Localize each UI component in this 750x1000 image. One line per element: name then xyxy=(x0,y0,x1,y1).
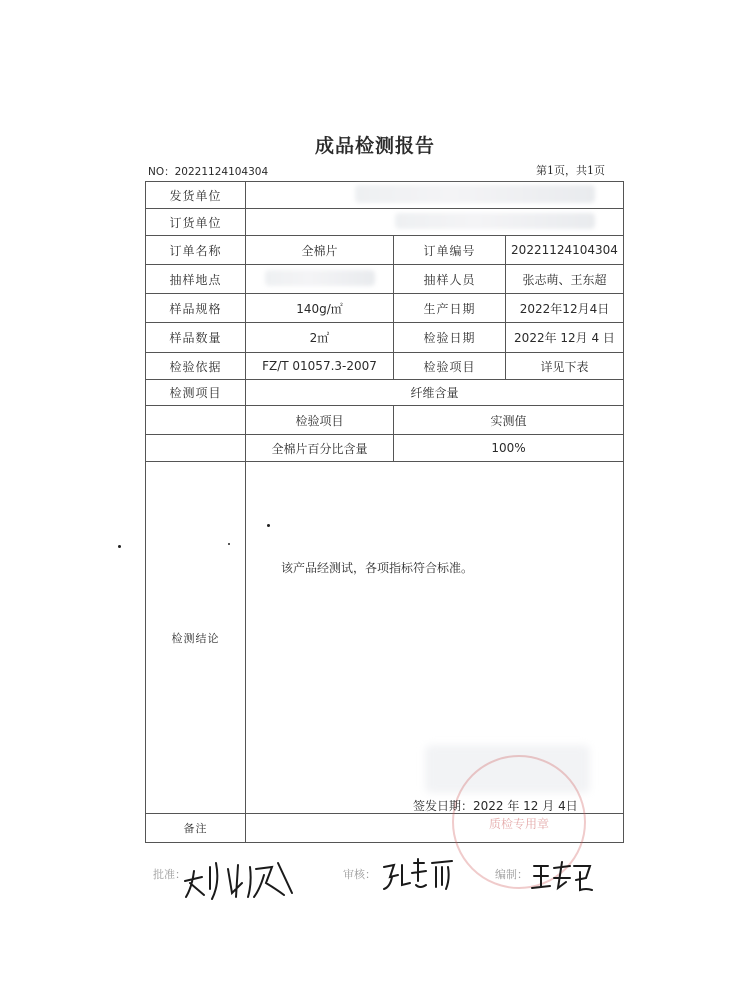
scan-speck xyxy=(228,543,230,545)
review-label: 审核： xyxy=(343,868,376,881)
inspect-date-value: 2022年 12月 4 日 xyxy=(506,323,624,353)
report-number-label: NO： xyxy=(148,166,175,178)
inspect-date-label: 检验日期 xyxy=(394,323,506,353)
approve-label: 批准： xyxy=(153,868,186,881)
review-signature-icon xyxy=(380,855,460,895)
sub-header-spacer xyxy=(146,406,246,435)
row-test-item xyxy=(146,380,624,406)
conclusion-text: 该产品经测试，各项指标符合标准。 xyxy=(281,561,474,575)
shipper-label: 发货单位 xyxy=(146,182,246,209)
sign-date: 签发日期：2022 年 12 月 4日 xyxy=(413,799,578,813)
sampling-place-value-redacted xyxy=(246,265,394,294)
row-sub-data xyxy=(146,435,624,462)
sub-data-spacer xyxy=(146,435,246,462)
seal-text: 质检专用章 xyxy=(488,817,549,831)
conclusion-label: 检测结论 xyxy=(146,462,246,814)
compile-signature-icon xyxy=(530,858,595,894)
row-qty xyxy=(146,323,624,353)
row-spec xyxy=(146,294,624,323)
basis-value: FZ/T 01057.3-2007 xyxy=(246,353,394,380)
test-item-value: 纤维含量 xyxy=(246,380,624,406)
sub-row-value: 100% xyxy=(394,435,624,462)
spec-label: 样品规格 xyxy=(146,294,246,323)
report-number xyxy=(148,164,268,179)
row-basis xyxy=(146,353,624,380)
test-item-label: 检测项目 xyxy=(146,380,246,406)
prod-date-label: 生产日期 xyxy=(394,294,506,323)
row-buyer xyxy=(146,209,624,236)
order-name-value: 全棉片 xyxy=(246,236,394,265)
sampler-label: 抽样人员 xyxy=(394,265,506,294)
remark-label: 备注 xyxy=(146,814,246,843)
order-name-label: 订单名称 xyxy=(146,236,246,265)
page-info: 第1页，共1页 xyxy=(536,164,605,177)
qty-value: 2㎡ xyxy=(246,323,394,353)
report-title: 成品检测报告 xyxy=(314,135,435,157)
prod-date-value: 2022年12月4日 xyxy=(506,294,624,323)
items-label: 检验项目 xyxy=(394,353,506,380)
items-value: 详见下表 xyxy=(506,353,624,380)
approve-signature-icon xyxy=(180,853,305,903)
qty-label: 样品数量 xyxy=(146,323,246,353)
report-table xyxy=(145,181,624,843)
sub-header-measured: 实测值 xyxy=(394,406,624,435)
sub-header-item: 检验项目 xyxy=(246,406,394,435)
sub-row-item: 全棉片百分比含量 xyxy=(246,435,394,462)
sampler-value: 张志萌、王东超 xyxy=(506,265,624,294)
shipper-value-redacted xyxy=(246,182,624,209)
spec-value: 140g/㎡ xyxy=(246,294,394,323)
order-no-label: 订单编号 xyxy=(394,236,506,265)
report-number-value: 20221124104304 xyxy=(174,166,269,178)
buyer-value-redacted xyxy=(246,209,624,236)
compile-label: 编制： xyxy=(495,868,528,881)
row-sub-header xyxy=(146,406,624,435)
row-shipper xyxy=(146,182,624,209)
row-order xyxy=(146,236,624,265)
order-no-value: 20221124104304 xyxy=(506,236,624,265)
sampling-place-label: 抽样地点 xyxy=(146,265,246,294)
basis-label: 检验依据 xyxy=(146,353,246,380)
row-sampling xyxy=(146,265,624,294)
scan-speck xyxy=(267,524,270,527)
buyer-label: 订货单位 xyxy=(146,209,246,236)
scan-speck xyxy=(118,545,121,548)
